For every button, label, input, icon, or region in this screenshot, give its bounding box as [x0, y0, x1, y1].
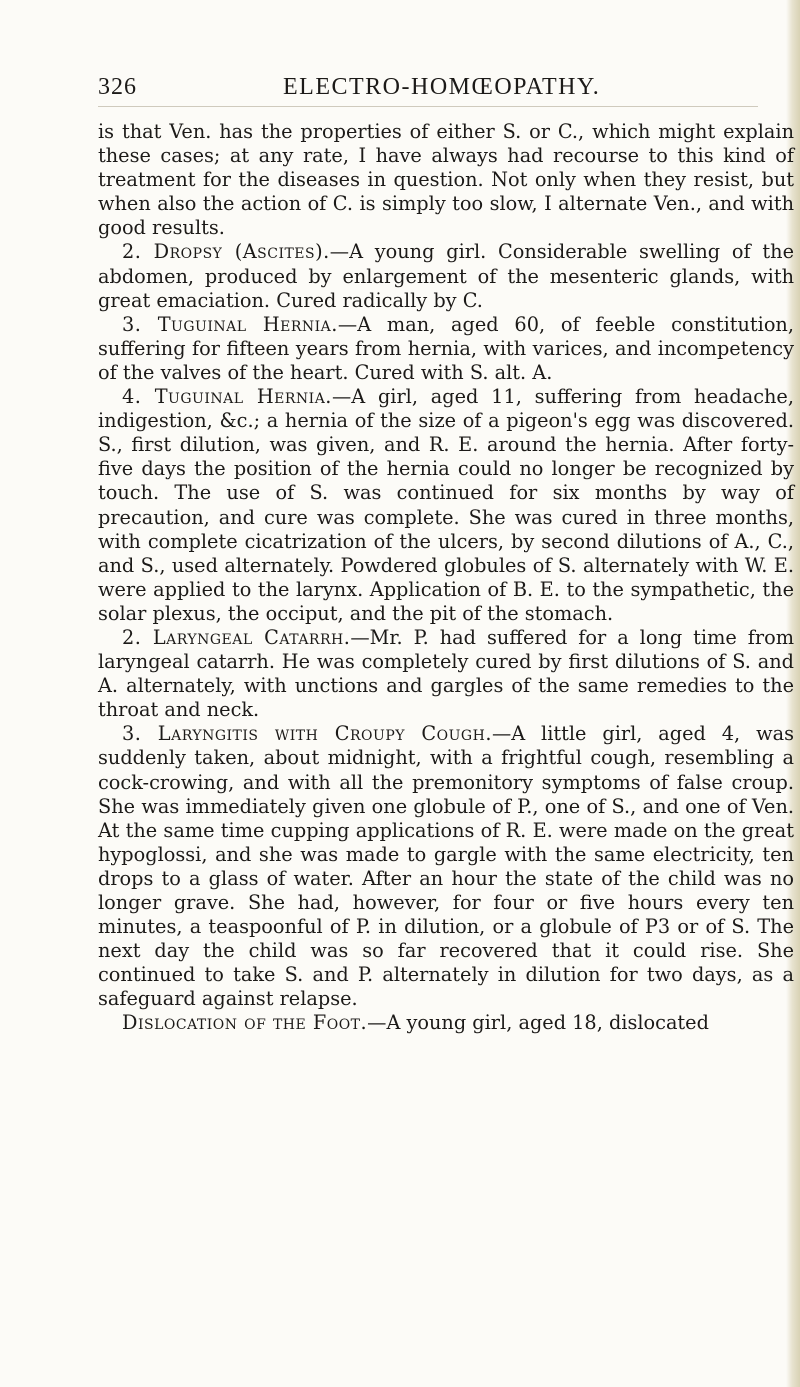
header-rule — [98, 106, 758, 107]
case-heading: Dislocation of the Foot. — [122, 1011, 368, 1035]
paragraph-hernia-girl: 4. Tuguinal Hernia.—A girl, aged 11, suffering from headache, indigestion, &c.; a hernia of the size of a pigeon's egg was discovered. S., first dilution, was given, and R. E. around the hernia. After forty-five days the position of the hernia could no longer be recognized by touch. The use of S. was continued for six months by way of precaution, and cure was complete. She was cured in three months, with complete cicatrization of the ulcers, by second dilutions of A., C., and S., used alternately. Powdered globules of S. alternately with W. E. were applied to the larynx. Application of B. E. to the sympathetic, the solar plexus, the occiput, and the pit of the stomach. — [98, 385, 794, 625]
body-text — [98, 120, 794, 1036]
paragraph-dropsy: 2. Dropsy (Ascites).—A young girl. Considerable swelling of the abdomen, produced by enlargement of the mesenteric glands, with great emaciation. Cured radically by C. — [98, 240, 794, 312]
case-heading: 2. Dropsy (Ascites). — [122, 240, 330, 264]
case-heading: 3. Laryngitis with Croupy Cough. — [122, 722, 492, 746]
paragraph-hernia-man: 3. Tuguinal Hernia.—A man, aged 60, of feeble constitution, suffering for fifteen years from hernia, with varices, and incompetency of the valves of the heart. Cured with S. alt. A. — [98, 312, 794, 384]
paragraph-dislocation: Dislocation of the Foot.—A young girl, aged 18, dislocated — [122, 1011, 709, 1035]
case-heading: 3. Tuguinal Hernia. — [122, 312, 338, 336]
page-title: ELECTRO-HOMŒOPATHY. — [283, 74, 601, 100]
case-heading: 4. Tuguinal Hernia. — [122, 385, 332, 409]
paragraph-intro: is that Ven. has the properties of either S. or C., which might explain these cases; at any rate, I have always had recourse to this kind of treatment for the diseases in question. Not only when they resist, but when also the action of C. is simply too slow, I alternate Ven., and with good results. — [98, 120, 794, 240]
paragraph-laryngeal-catarrh: 2. Laryngeal Catarrh.—Mr. P. had suffered for a long time from laryngeal catarrh. He was completely cured by first dilutions of S. and A. alternately, with unctions and gargles of the same remedies to the throat and neck. — [98, 625, 794, 722]
paragraph-laryngitis: 3. Laryngitis with Croupy Cough.—A little girl, aged 4, was suddenly taken, about midnight, with a frightful cough, resembling a cock-crowing, and with all the premonitory symptoms of false croup. She was immediately given one globule of P., one of S., and one of Ven. At the same time cupping applications of R. E. were made on the great hypoglossi, and she was made to gargle with the same electricity, ten drops to a glass of water. After an hour the state of the child was no longer grave. She had, however, for four or five hours every ten minutes, a teaspoonful of P. in dilution, or a globule of P3 or of S. The next day the child was so far recovered that it could rise. She continued to take S. and P. alternately in dilution for two days, as a safeguard against relapse. — [98, 722, 794, 1011]
case-heading: 2. Laryngeal Catarrh. — [122, 625, 351, 649]
page-number: 326 — [98, 74, 137, 100]
